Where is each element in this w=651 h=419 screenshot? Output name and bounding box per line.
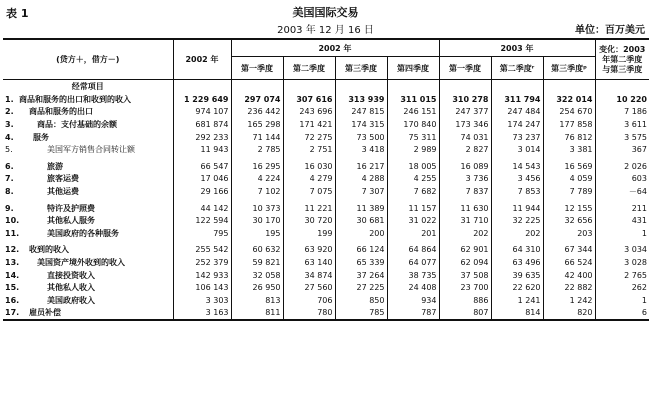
cell-a3: 67 344	[543, 240, 595, 257]
cell-y2002: 795	[173, 227, 231, 240]
table-row	[3, 227, 649, 240]
cell-a1: 3 736	[439, 173, 491, 186]
cell-q2: 780	[283, 307, 335, 321]
cell-q3: 73 500	[335, 131, 387, 144]
row-label-cell	[3, 143, 173, 156]
document-header	[0, 0, 651, 40]
cell-chg: 262	[595, 281, 649, 294]
cell-y2002: 66 547	[173, 156, 231, 173]
row-number: 12.	[5, 245, 20, 255]
table-row	[3, 93, 649, 106]
cell-y2002: 44 142	[173, 198, 231, 215]
row-label-cell	[3, 256, 173, 269]
row-number: 10.	[5, 216, 20, 226]
table-row	[3, 106, 649, 119]
row-number: 14.	[5, 270, 20, 280]
cell-q2: 34 874	[283, 269, 335, 282]
cell-a1: 74 031	[439, 131, 491, 144]
cell-a1: 23 700	[439, 281, 491, 294]
cell-q2: 11 221	[283, 198, 335, 215]
row-label-cell	[3, 294, 173, 307]
table-row	[3, 173, 649, 186]
cell-a3: 16 569	[543, 156, 595, 173]
row-label: 美国资产境外收到的收入	[37, 257, 125, 267]
cell-chg: 367	[595, 143, 649, 156]
cell-a3: 4 059	[543, 173, 595, 186]
q1-2002-header: 第一季度	[231, 57, 283, 80]
cell-a2: 174 247	[491, 118, 543, 131]
cell-q3: 7 307	[335, 185, 387, 198]
cell-a2: 202	[491, 227, 543, 240]
cell-a1: 37 508	[439, 269, 491, 282]
cell-chg: 211	[595, 198, 649, 215]
cell-q2: 307 616	[283, 93, 335, 106]
transactions-table	[3, 38, 649, 321]
change-header-line-1: 变化：2003	[599, 44, 646, 54]
row-label: 美国军方销售合同转让额	[47, 145, 135, 155]
cell-q2: 243 696	[283, 106, 335, 119]
row-label: 服务	[33, 132, 49, 142]
cell-chg: 10 220	[595, 93, 649, 106]
row-label: 雇员补偿	[29, 308, 61, 318]
cell-a1: 2 827	[439, 143, 491, 156]
q1-2003-header: 第一季度	[439, 57, 491, 80]
cell-a3: 42 400	[543, 269, 595, 282]
table-row	[3, 198, 649, 215]
cell-q3: 247 815	[335, 106, 387, 119]
change-header	[595, 39, 649, 80]
row-number: 8.	[5, 186, 14, 196]
cell-a1: 31 710	[439, 214, 491, 227]
row-number: 7.	[5, 174, 14, 184]
row-label-cell	[3, 307, 173, 321]
cell-q2: 30 720	[283, 214, 335, 227]
cell-a3: 22 882	[543, 281, 595, 294]
row-number: 11.	[5, 228, 20, 238]
cell-q4: 31 022	[387, 214, 439, 227]
row-label-cell	[3, 281, 173, 294]
cell-a2: 73 237	[491, 131, 543, 144]
cell-q4: 11 157	[387, 198, 439, 215]
row-number: 16.	[5, 295, 20, 305]
row-number: 13.	[5, 257, 20, 267]
row-label-cell	[3, 118, 173, 131]
cell-chg: 1	[595, 294, 649, 307]
cell-q4: 934	[387, 294, 439, 307]
change-header-line-3: 与第三季度	[602, 64, 643, 74]
q4-2002-header: 第四季度	[387, 57, 439, 80]
cell-a1: 7 837	[439, 185, 491, 198]
cell-a3: 177 858	[543, 118, 595, 131]
q2-2003-header: 第二季度ʳ	[491, 57, 543, 80]
cell-q4: 24 408	[387, 281, 439, 294]
row-label-cell	[3, 131, 173, 144]
cell-q2: 4 279	[283, 173, 335, 186]
cell-q1: 71 144	[231, 131, 283, 144]
row-label: 其他私人服务	[47, 216, 95, 226]
row-label-cell	[3, 198, 173, 215]
row-label: 旅客运费	[47, 174, 79, 184]
cell-q3: 16 217	[335, 156, 387, 173]
row-label: 特许及护照费	[47, 203, 95, 213]
row-label: 美国政府收入	[47, 295, 95, 305]
cell-q3: 4 288	[335, 173, 387, 186]
row-label-cell	[3, 227, 173, 240]
row-number: 9.	[5, 203, 14, 213]
cell-y2002: 681 874	[173, 118, 231, 131]
cell-a2: 39 635	[491, 269, 543, 282]
cell-q4: 64 077	[387, 256, 439, 269]
cell-chg: 603	[595, 173, 649, 186]
row-label-cell	[3, 185, 173, 198]
cell-q3: 65 339	[335, 256, 387, 269]
q2-2002-header: 第二季度	[283, 57, 335, 80]
cell-a3: 76 812	[543, 131, 595, 144]
table-row	[3, 156, 649, 173]
cell-chg: 1	[595, 227, 649, 240]
cell-q2: 16 030	[283, 156, 335, 173]
cell-q3: 313 939	[335, 93, 387, 106]
row-label: 旅游	[47, 161, 63, 171]
cell-q3: 66 124	[335, 240, 387, 257]
cell-a1: 807	[439, 307, 491, 321]
row-label-cell	[3, 269, 173, 282]
cell-q1: 60 632	[231, 240, 283, 257]
table-row	[3, 118, 649, 131]
cell-a1: 886	[439, 294, 491, 307]
cell-q3: 174 315	[335, 118, 387, 131]
cell-q3: 37 264	[335, 269, 387, 282]
cell-a1: 16 089	[439, 156, 491, 173]
cell-q4: 38 735	[387, 269, 439, 282]
cell-y2002: 142 933	[173, 269, 231, 282]
cell-a1: 173 346	[439, 118, 491, 131]
group-2002-header: 2002 年	[231, 39, 439, 57]
row-label: 商品和服务的出口	[29, 107, 93, 117]
row-number: 6.	[5, 161, 14, 171]
table-row	[3, 143, 649, 156]
cell-y2002: 3 163	[173, 307, 231, 321]
cell-q3: 785	[335, 307, 387, 321]
table-row	[3, 185, 649, 198]
cell-q4: 7 682	[387, 185, 439, 198]
cell-q4: 18 005	[387, 156, 439, 173]
cell-y2002: 122 594	[173, 214, 231, 227]
row-label: 美国政府的各种服务	[47, 228, 119, 238]
table-row	[3, 294, 649, 307]
cell-a3: 32 656	[543, 214, 595, 227]
cell-q1: 30 170	[231, 214, 283, 227]
row-label: 收到的收入	[29, 245, 69, 255]
row-label: 商品和服务的出口和收到的收入	[19, 94, 131, 104]
row-label-cell	[3, 214, 173, 227]
cell-y2002: 29 166	[173, 185, 231, 198]
cell-y2002: 255 542	[173, 240, 231, 257]
row-number: 4.	[5, 132, 14, 142]
cell-chg: 3 034	[595, 240, 649, 257]
table-body	[3, 80, 649, 321]
cell-y2002: 974 107	[173, 106, 231, 119]
cell-a3: 7 789	[543, 185, 595, 198]
row-number: 3.	[5, 119, 14, 129]
cell-a2: 11 944	[491, 198, 543, 215]
table-row	[3, 281, 649, 294]
cell-q4: 4 255	[387, 173, 439, 186]
cell-a3: 1 242	[543, 294, 595, 307]
q3-2003-header: 第三季度ᵖ	[543, 57, 595, 80]
cell-q3: 200	[335, 227, 387, 240]
cell-chg: 431	[595, 214, 649, 227]
cell-a2: 63 496	[491, 256, 543, 269]
cell-q4: 311 015	[387, 93, 439, 106]
cell-q4: 787	[387, 307, 439, 321]
cell-q3: 30 681	[335, 214, 387, 227]
cell-q2: 706	[283, 294, 335, 307]
cell-y2002: 11 943	[173, 143, 231, 156]
cell-a3: 820	[543, 307, 595, 321]
table-title: 美国国际交易	[292, 6, 359, 19]
cell-q2: 199	[283, 227, 335, 240]
change-header-line-2: 年第二季度	[602, 54, 643, 64]
cell-chg: 3 611	[595, 118, 649, 131]
cell-a2: 3 014	[491, 143, 543, 156]
cell-q1: 165 298	[231, 118, 283, 131]
row-label: 其他运费	[47, 186, 79, 196]
cell-a1: 62 901	[439, 240, 491, 257]
row-number: 1.	[5, 94, 14, 104]
cell-q2: 2 751	[283, 143, 335, 156]
row-number: 15.	[5, 283, 20, 293]
section-title: 经常项目	[71, 82, 104, 91]
cell-a1: 62 094	[439, 256, 491, 269]
row-number: 5.	[5, 145, 13, 155]
cell-y2002: 252 379	[173, 256, 231, 269]
cell-chg: 2 765	[595, 269, 649, 282]
year-2002-header: 2002 年	[173, 39, 231, 80]
table-row	[3, 240, 649, 257]
table-row	[3, 256, 649, 269]
cell-a3: 66 524	[543, 256, 595, 269]
unit-label: 单位：百万美元	[575, 25, 645, 36]
cell-a1: 247 377	[439, 106, 491, 119]
cell-q1: 16 295	[231, 156, 283, 173]
cell-q2: 27 560	[283, 281, 335, 294]
cell-a1: 11 630	[439, 198, 491, 215]
table-label: 表 1	[6, 7, 29, 20]
cell-q1: 59 821	[231, 256, 283, 269]
row-number: 2.	[5, 107, 14, 117]
row-label-cell	[3, 173, 173, 186]
cell-q3: 11 389	[335, 198, 387, 215]
table-row	[3, 214, 649, 227]
cell-q2: 7 075	[283, 185, 335, 198]
cell-a1: 310 278	[439, 93, 491, 106]
cell-a2: 64 310	[491, 240, 543, 257]
cell-q1: 10 373	[231, 198, 283, 215]
cell-a2: 814	[491, 307, 543, 321]
table-date: 2003 年 12 月 16 日	[277, 25, 374, 36]
cell-q1: 32 058	[231, 269, 283, 282]
cell-q1: 195	[231, 227, 283, 240]
cell-q4: 64 864	[387, 240, 439, 257]
cell-a2: 1 241	[491, 294, 543, 307]
table-row	[3, 269, 649, 282]
cell-q1: 4 224	[231, 173, 283, 186]
row-number: 17.	[5, 308, 20, 318]
cell-y2002: 17 046	[173, 173, 231, 186]
cell-q1: 297 074	[231, 93, 283, 106]
cell-a3: 322 014	[543, 93, 595, 106]
cell-q4: 75 311	[387, 131, 439, 144]
cell-q4: 201	[387, 227, 439, 240]
cell-y2002: 1 229 649	[173, 93, 231, 106]
cell-q1: 236 442	[231, 106, 283, 119]
cell-q1: 813	[231, 294, 283, 307]
cell-q2: 72 275	[283, 131, 335, 144]
cell-a1: 202	[439, 227, 491, 240]
cell-chg: 7 186	[595, 106, 649, 119]
cell-a3: 12 155	[543, 198, 595, 215]
cell-q4: 2 989	[387, 143, 439, 156]
cell-y2002: 292 233	[173, 131, 231, 144]
cell-y2002: 106 143	[173, 281, 231, 294]
cell-a3: 203	[543, 227, 595, 240]
cell-a2: 247 484	[491, 106, 543, 119]
cell-q2: 63 920	[283, 240, 335, 257]
cell-q1: 7 102	[231, 185, 283, 198]
cell-q3: 850	[335, 294, 387, 307]
cell-a2: 32 225	[491, 214, 543, 227]
cell-q2: 171 421	[283, 118, 335, 131]
cell-chg: 3 575	[595, 131, 649, 144]
cell-a2: 14 543	[491, 156, 543, 173]
cell-a2: 7 853	[491, 185, 543, 198]
row-label: 其他私人收入	[47, 283, 95, 293]
table-head	[3, 39, 649, 80]
group-2003-header: 2003 年	[439, 39, 595, 57]
cell-a2: 311 794	[491, 93, 543, 106]
cell-q1: 811	[231, 307, 283, 321]
cell-a3: 254 670	[543, 106, 595, 119]
cell-q3: 27 225	[335, 281, 387, 294]
q3-2002-header: 第三季度	[335, 57, 387, 80]
cell-q1: 2 785	[231, 143, 283, 156]
row-label-cell	[3, 240, 173, 257]
row-label: 直接投资收入	[47, 270, 95, 280]
cell-q4: 170 840	[387, 118, 439, 131]
cell-a3: 3 381	[543, 143, 595, 156]
credit-debit-header: (贷方＋，借方－)	[3, 39, 173, 80]
cell-chg: 2 026	[595, 156, 649, 173]
row-label-cell	[3, 156, 173, 173]
cell-q2: 63 140	[283, 256, 335, 269]
table-row	[3, 307, 649, 321]
cell-chg: －64	[595, 185, 649, 198]
cell-y2002: 3 303	[173, 294, 231, 307]
cell-chg: 3 028	[595, 256, 649, 269]
row-label: 商品：支付基础的余额	[37, 119, 117, 129]
cell-q1: 26 950	[231, 281, 283, 294]
cell-q4: 246 151	[387, 106, 439, 119]
row-label-cell	[3, 93, 173, 106]
cell-a2: 22 620	[491, 281, 543, 294]
row-label-cell	[3, 106, 173, 119]
cell-chg: 6	[595, 307, 649, 321]
cell-q3: 3 418	[335, 143, 387, 156]
cell-a2: 3 456	[491, 173, 543, 186]
table-row	[3, 131, 649, 144]
